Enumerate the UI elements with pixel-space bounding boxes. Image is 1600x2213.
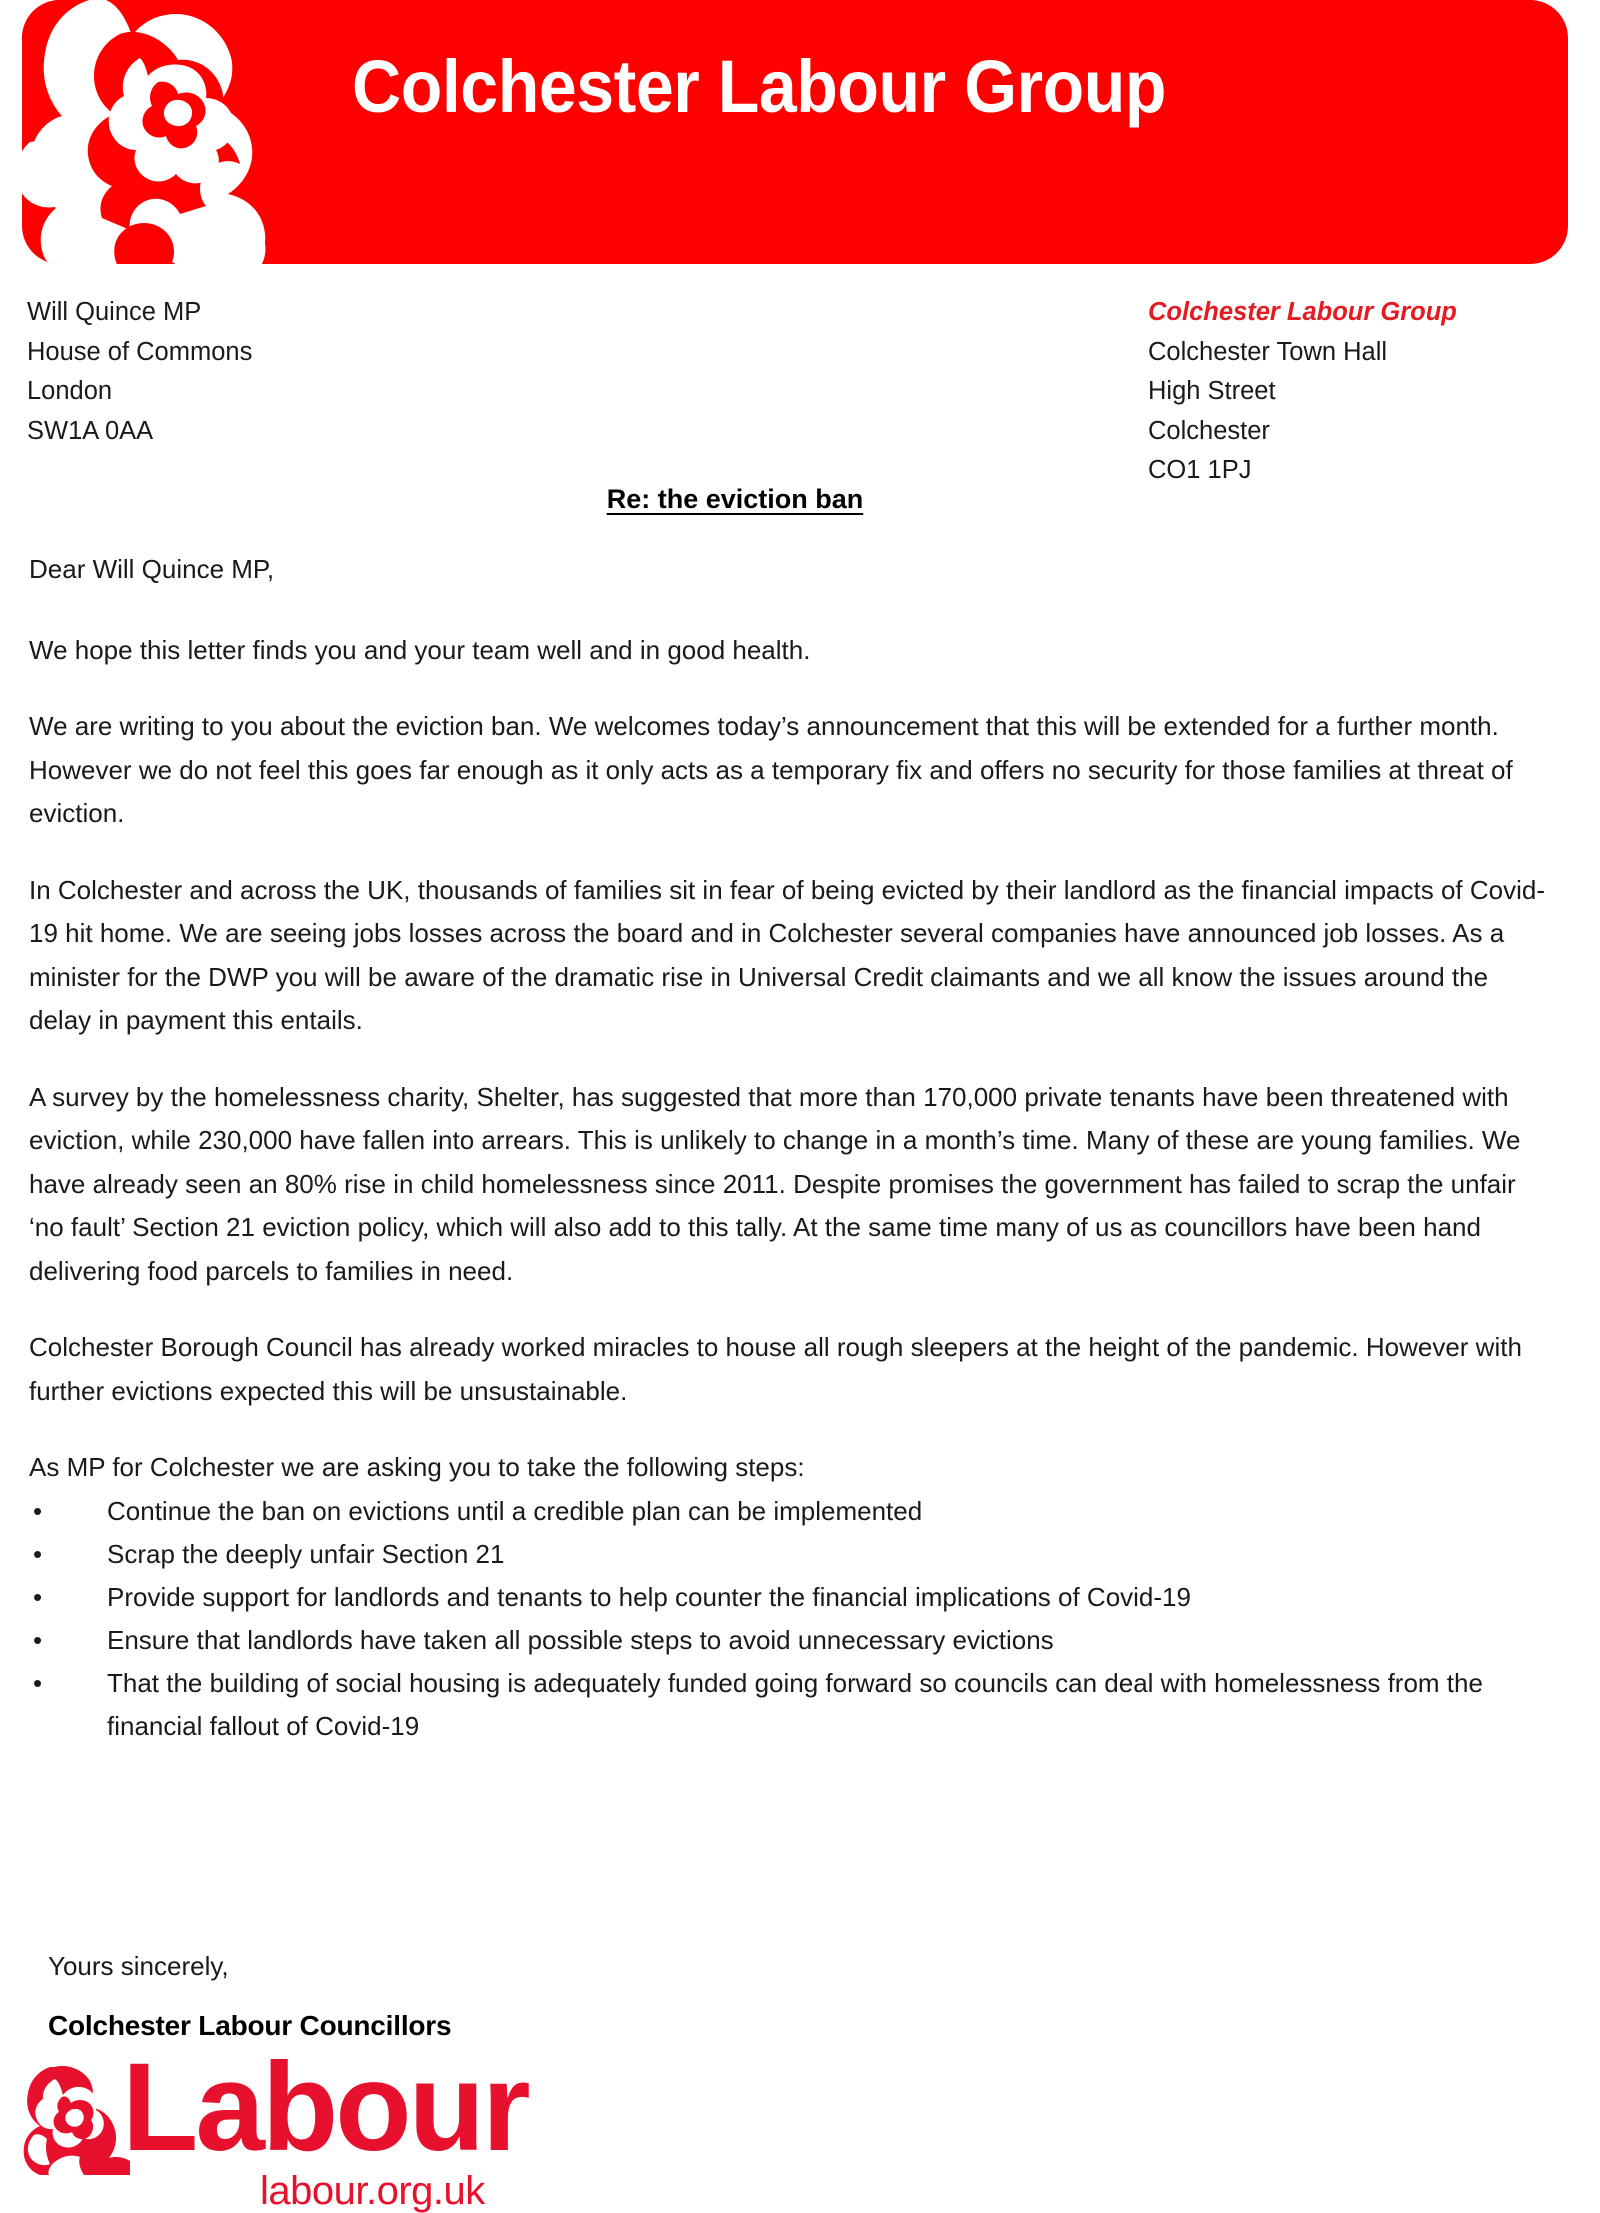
labour-wordmark: Labour [122, 2038, 528, 2177]
list-item: • Ensure that landlords have taken all possible steps to avoid unnecessary evictions [29, 1619, 1549, 1662]
sender-address-line: Colchester Town Hall [1148, 337, 1388, 366]
letterhead-banner [22, 0, 1568, 264]
steps-intro: As MP for Colchester we are asking you to take the following steps: [29, 1452, 805, 1482]
labour-rose-icon [22, 2065, 130, 2175]
recipient-address-line: London [27, 377, 113, 405]
page-title: Colchester Labour Group [352, 45, 1167, 128]
salutation: Dear Will Quince MP, [29, 554, 275, 584]
body-paragraph: A survey by the homelessness charity, Shelter, has suggested that more than 170,000 private tenants have been threatened with eviction, while 230,000 have fallen into arrears. This is unlikely to change in a month’s time. Many of these are young families. We have already seen an 80% rise in child homelessness since 2011. Despite promises the government has failed to scrap the unfair ‘no fault’ Section 21 eviction policy, which will also add to this tally. At the same time many of us as councillors have been hand delivering food parcels to families in need. [29, 1081, 1521, 1286]
labour-footer-logo [22, 2038, 552, 2213]
sender-address-line: High Street [1148, 377, 1276, 405]
labour-rose-icon [22, 0, 342, 264]
sender-organisation: Colchester Labour Group [1148, 298, 1457, 326]
recipient-address-line: SW1A 0AA [27, 416, 154, 445]
recipient-address [27, 293, 252, 451]
letter-body [29, 548, 1549, 1748]
steps-list [29, 1490, 1549, 1748]
signoff-closing: Yours sincerely, [48, 1951, 229, 1981]
recipient-address-line: House of Commons [27, 337, 253, 366]
body-paragraph: In Colchester and across the UK, thousands of families sit in fear of being evicted by their landlord as the financial impacts of Covid-19 hit home. We are seeing jobs losses across the board and in Colchester several companies have announced job losses. As a minister for the DWP you will be aware of the dramatic rise in Universal Credit claimants and we all know the issues around the delay in payment this entails. [29, 874, 1545, 1035]
list-item: • That the building of social housing is adequately funded going forward so councils can deal with homelessness from the financial fallout of Covid-19 [29, 1662, 1549, 1748]
signoff-name: Colchester Labour Councillors [48, 2010, 452, 2041]
labour-url: labour.org.uk [260, 2169, 485, 2213]
sender-address-line: CO1 1PJ [1148, 456, 1252, 484]
recipient-address-line: Will Quince MP [27, 298, 202, 326]
subject-line: Re: the eviction ban [606, 484, 864, 514]
body-paragraph: We hope this letter finds you and your team well and in good health. [29, 634, 811, 665]
body-paragraph: We are writing to you about the eviction ban. We welcomes today’s announcement that this will be extended for a further month. However we do not feel this goes far enough as it only acts as a temporary fix and offers no security for those families at threat of eviction. [29, 711, 1513, 828]
body-paragraph: Colchester Borough Council has already worked miracles to house all rough sleepers at the height of the pandemic. However with further evictions expected this will be unsustainable. [29, 1332, 1522, 1406]
list-item: • Scrap the deeply unfair Section 21 [29, 1533, 1549, 1576]
sender-address-line: Colchester [1148, 416, 1270, 445]
list-item: • Provide support for landlords and tenants to help counter the financial implications of Covid-19 [29, 1576, 1549, 1619]
list-item: • Continue the ban on evictions until a credible plan can be implemented [29, 1490, 1549, 1533]
sender-address [1148, 293, 1457, 491]
